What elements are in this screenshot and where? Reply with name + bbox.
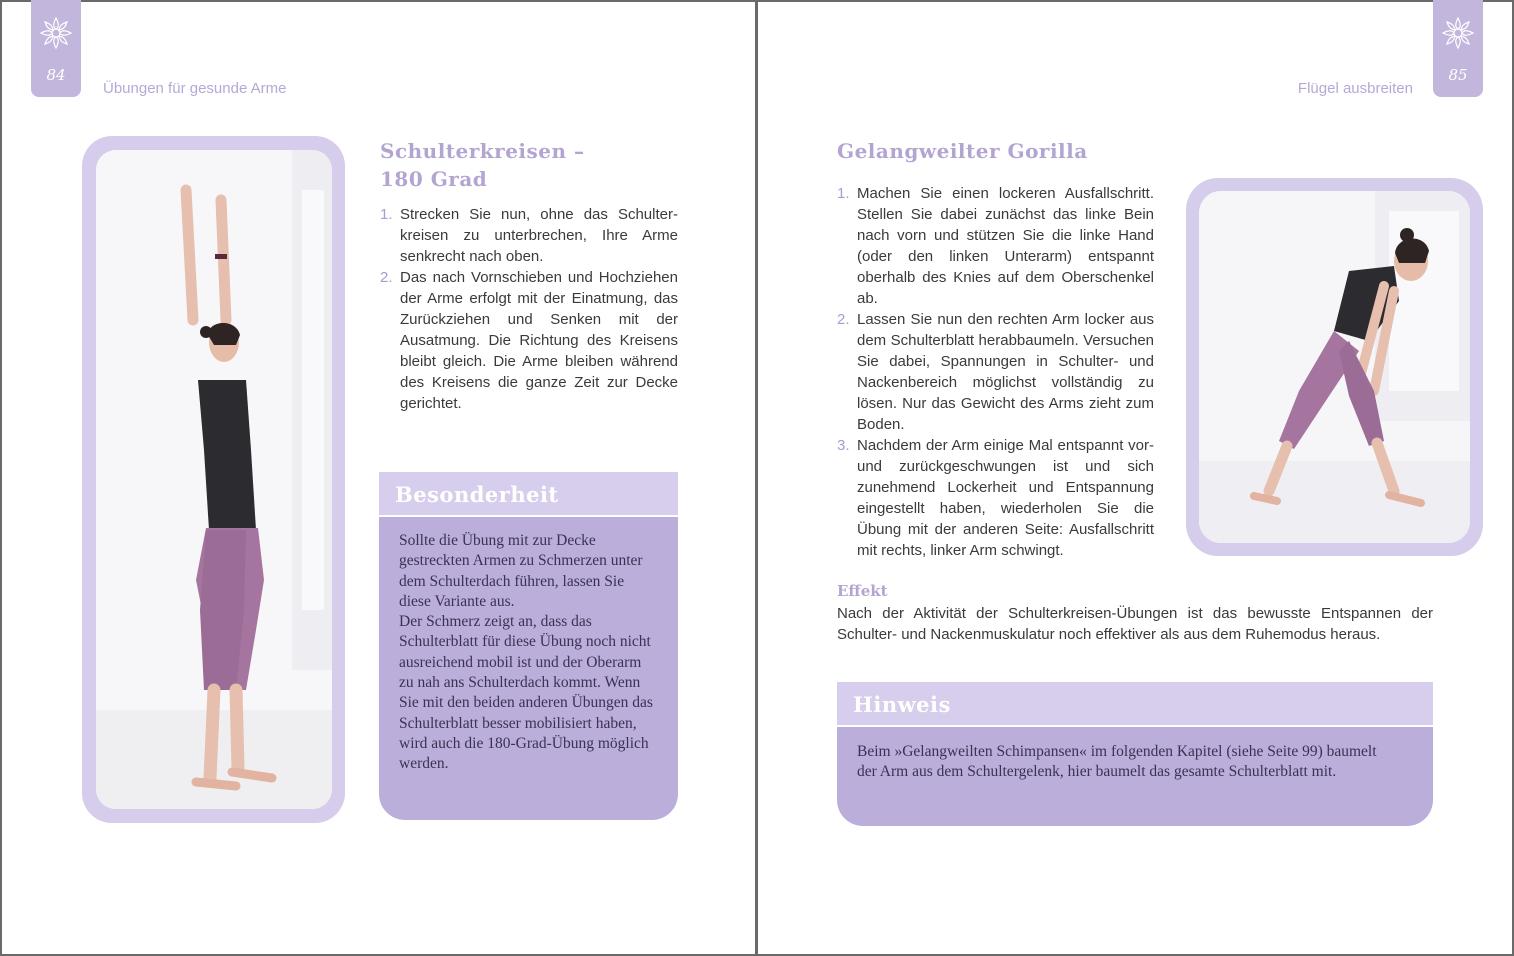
box-header — [837, 682, 1433, 727]
page-number-right: 85 — [1448, 66, 1468, 84]
box-paragraph: Sollte die Übung mit zur Decke gestreckten Armen zu Schmerzen unter dem Schulterdach führen, lassen Sie diese Variante aus. — [399, 532, 643, 610]
photo-frame-left — [82, 136, 345, 823]
hinweis-box — [837, 682, 1433, 826]
box-heading: Besonderheit — [395, 482, 559, 507]
lunge-forward-bend-photo — [1199, 191, 1470, 543]
step-text: Nachdem der Arm einige Mal entspannt vor- und zurückgeschwungen ist und sich zunehmend Lockerheit und Entspannung eingestellt haben, wiederholen Sie die Übung mit der anderen Seite: Ausfallschritt mit rechts, linker Arm schwingt. — [857, 437, 1154, 559]
steps-list-right — [837, 183, 1154, 561]
step-text: Machen Sie einen lockeren Ausfallschritt. Stellen Sie dabei zunächst das linke Bein nach vorn und stützen Sie die linke Hand (oder den linken Unterarm) entspannt oberhalb des Knies auf dem Oberschenkel ab. — [857, 185, 1154, 307]
box-header — [379, 472, 678, 517]
book-gutter — [755, 0, 758, 956]
box-body — [837, 727, 1433, 783]
box-paragraph: Der Schmerz zeigt an, dass das Schulterblatt für diese Übung noch nicht ausreichend mobil ist und der Oberarm zu nah ans Schulterdach kommt. Wenn Sie mit den beiden anderen Übungen das Schulterblatt besser mobilisiert haben, wird auch die 180-Grad-Übung möglich werden. — [399, 613, 653, 773]
step-number: 1. — [837, 185, 850, 202]
exercise-title-left — [380, 137, 585, 193]
step-number: 2. — [380, 269, 393, 286]
page-tab-left — [31, 0, 81, 97]
effect-text: Nach der Aktivität der Schulterkreisen-Übungen ist das bewusste Entspannen der Schulter- und Nackenmuskulatur noch effektiver als aus dem Ruhemodus heraus. — [837, 605, 1433, 643]
box-paragraph: Beim »Gelangweilten Schimpansen« im folgenden Kapitel (siehe Seite 99) baumelt der Arm aus dem Schultergelenk, hier baumelt das gesamte Schulterblatt mit. — [857, 743, 1377, 781]
box-heading: Hinweis — [853, 692, 951, 717]
box-body — [379, 517, 678, 775]
list-item — [837, 309, 1154, 435]
besonderheit-box — [379, 472, 678, 820]
exercise-title-line1: Schulterkreisen – — [380, 139, 585, 163]
running-head-left: Übungen für gesunde Arme — [103, 80, 287, 97]
step-number: 3. — [837, 437, 850, 454]
photo-frame-right — [1186, 178, 1483, 556]
list-item — [380, 204, 678, 267]
step-text: Strecken Sie nun, ohne das Schulterkreisen zu unterbrechen, Ihre Arme senkrecht nach oben. — [400, 206, 678, 265]
standing-arms-up-photo — [96, 150, 332, 809]
list-item — [837, 435, 1154, 561]
running-head-right: Flügel ausbreiten — [1297, 80, 1413, 97]
step-number: 2. — [837, 311, 850, 328]
list-item — [380, 267, 678, 414]
exercise-title-right: Gelangweilter Gorilla — [837, 139, 1088, 163]
lotus-mandala-icon — [1441, 16, 1475, 50]
effect-heading: Effekt — [837, 582, 888, 600]
page-tab-right — [1433, 0, 1483, 97]
page-number-left: 84 — [46, 66, 66, 84]
exercise-title-line2: 180 Grad — [380, 167, 488, 191]
list-item — [837, 183, 1154, 309]
step-text: Das nach Vornschieben und Hochziehen der Arme erfolgt mit der Einatmung, das Zurückziehen und Senken mit der Ausatmung. Die Richtung des Kreisens bleibt gleich. Die Arme bleiben während des Kreisens die ganze Zeit zur Decke gerichtet. — [400, 269, 678, 412]
steps-list-left — [380, 204, 678, 414]
step-text: Lassen Sie nun den rechten Arm locker aus dem Schulterblatt herabbaumeln. Versuchen Sie dabei, Spannungen in Schulter- und Nackenbereich möglichst vollständig zu lösen. Nur das Gewicht des Arms zieht zum Boden. — [857, 311, 1154, 433]
lotus-mandala-icon — [39, 16, 73, 50]
step-number: 1. — [380, 206, 393, 223]
